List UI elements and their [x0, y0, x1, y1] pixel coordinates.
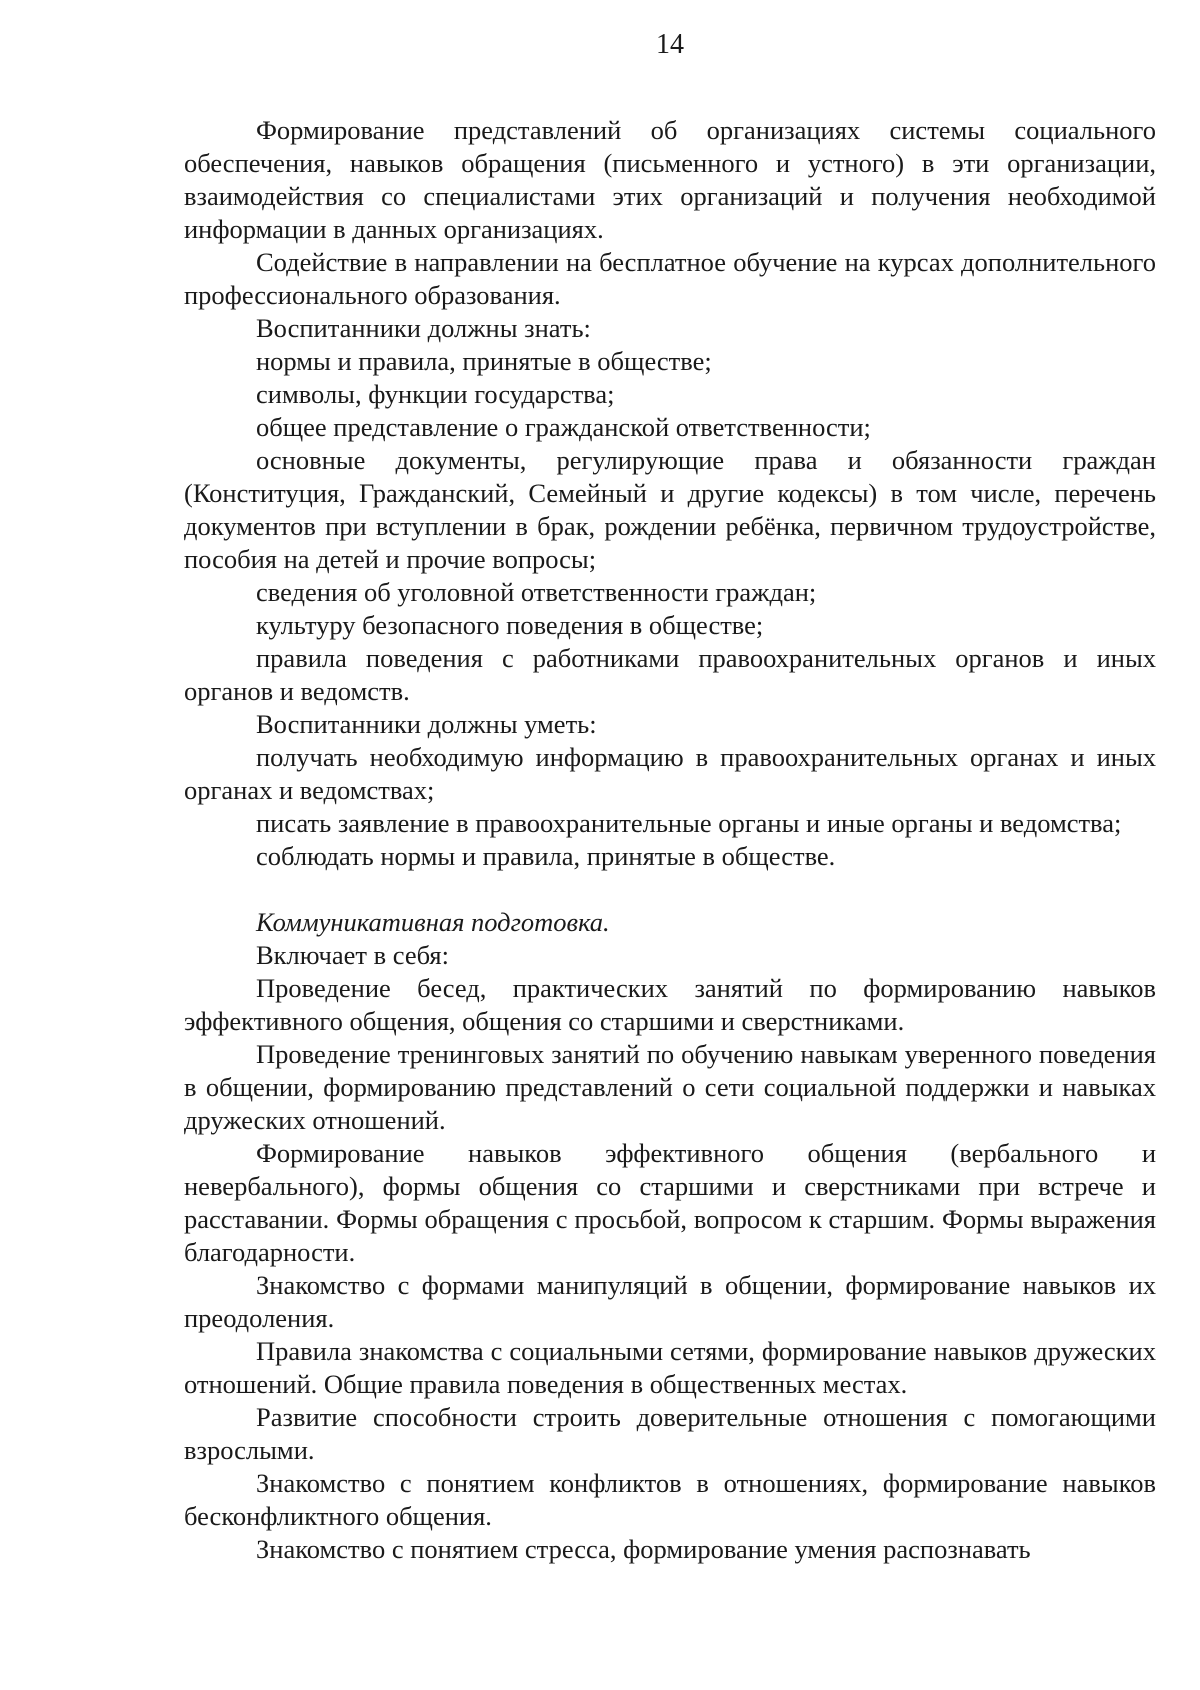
- page-number: 14: [656, 29, 684, 60]
- paragraph: Правила знакомства с социальными сетями, формирование навыков дружеских отношений. Общие правила поведения в общественных местах.: [184, 1336, 1156, 1399]
- paragraph: Формирование навыков эффективного общения (вербального и невербального), формы общения со старшими и сверстниками при встрече и расставании. Формы обращения с просьбой, вопросом к старшим. Формы выражения благодарности.: [184, 1138, 1156, 1267]
- paragraph: Знакомство с понятием конфликтов в отношениях, формирование навыков бесконфликтного общения.: [184, 1468, 1156, 1531]
- list-item: сведения об уголовной ответственности граждан;: [256, 577, 817, 607]
- section-heading: [184, 906, 1156, 939]
- paragraph: Формирование представлений об организациях системы социального обеспечения, навыков обращения (письменного и устного) в эти организации, взаимодействия со специалистами этих организаций и получения необходимой информации в данных организациях.: [184, 115, 1156, 244]
- paragraph: Содействие в направлении на бесплатное обучение на курсах дополнительного профессионального образования.: [184, 247, 1156, 310]
- section-heading-text: Коммуникативная подготовка.: [256, 907, 610, 937]
- paragraph: Проведение тренинговых занятий по обучению навыкам уверенного поведения в общении, формированию представлений о сети социальной поддержки и навыках дружеских отношений.: [184, 1039, 1156, 1135]
- list-item: культуру безопасного поведения в обществе;: [256, 610, 764, 640]
- list-item: общее представление о гражданской ответственности;: [256, 412, 871, 442]
- list-item: правила поведения с работниками правоохранительных органов и иных органов и ведомств.: [184, 643, 1156, 706]
- paragraph: Знакомство с понятием стресса, формирование умения распознавать: [256, 1534, 1031, 1564]
- paragraph: Развитие способности строить доверительные отношения с помогающими взрослыми.: [184, 1402, 1156, 1465]
- paragraph: Воспитанники должны уметь:: [256, 709, 597, 739]
- list-item: основные документы, регулирующие права и обязанности граждан (Конституция, Гражданский, Семейный и другие кодексы) в том числе, перечень документов при вступлении в брак, рождении ребёнка, первичном трудоустройстве, пособия на детей и прочие вопросы;: [184, 445, 1156, 574]
- paragraph: Проведение бесед, практических занятий по формированию навыков эффективного общения, общения со старшими и сверстниками.: [184, 973, 1156, 1036]
- list-item: символы, функции государства;: [256, 379, 615, 409]
- list-item: соблюдать нормы и правила, принятые в обществе.: [256, 841, 836, 871]
- paragraph: Включает в себя:: [256, 940, 449, 970]
- list-item: писать заявление в правоохранительные органы и иные органы и ведомства;: [256, 808, 1122, 838]
- paragraph: Воспитанники должны знать:: [256, 313, 591, 343]
- document-body: [184, 114, 1156, 1566]
- paragraph: Знакомство с формами манипуляций в общении, формирование навыков их преодоления.: [184, 1270, 1156, 1333]
- list-item: получать необходимую информацию в правоохранительных органах и иных органах и ведомствах;: [184, 742, 1156, 805]
- list-item: нормы и правила, принятые в обществе;: [256, 346, 712, 376]
